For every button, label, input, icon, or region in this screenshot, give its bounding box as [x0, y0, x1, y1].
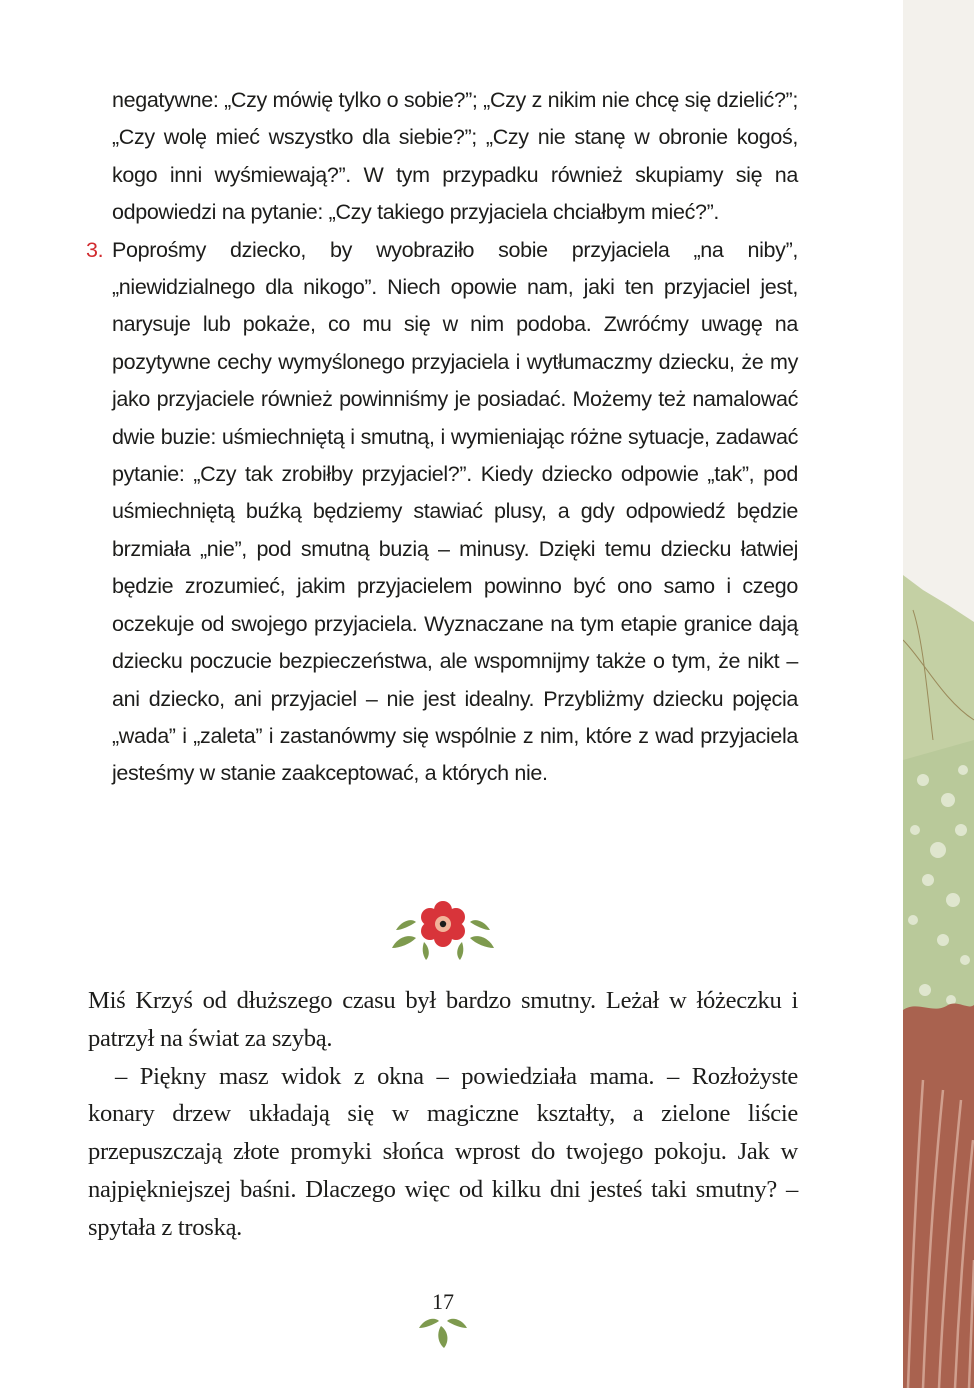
- story-paragraph: – Piękny masz widok z okna – powiedziała mama. – Rozłożyste konary drzew układają się w magiczne kształty, a zielone liście przepuszczają złote promyki słońca wprost do twojego pokoju. Jak w najpiękniejszej baśni. Dlaczego więc od kilku dni jesteś taki smutny? – spytała z troską.: [88, 1062, 798, 1241]
- decorative-illustration-strip: [903, 0, 974, 1388]
- guide-continuation: negatywne: „Czy mówię tylko o sobie?”; „Czy z nikim nie chcę się dzielić?”; „Czy wolę mieć wszystko dla siebie?”; „Czy nie stanę w obronie kogoś, kogo inni wyśmiewają?”. W tym przypadku również skupiamy się na odpowiedzi na pytanie: „Czy takiego przyjaciela chciałbym mieć?”.: [112, 88, 798, 225]
- story-paragraph: Miś Krzyś od dłuższego czasu był bardzo smutny. Leżał w łóżeczku i patrzył na świat za szybą.: [88, 987, 798, 1052]
- item-number: 3.: [86, 237, 104, 262]
- item-text: Poprośmy dziecko, by wyobraziło sobie przyjaciela „na niby”, „niewidzialnego dla nikogo”. Niech opowie nam, jaki ten przyjaciel jest, narysuje lub pokaże, co mu się w nim podoba. Zwróćmy uwagę na pozytywne cechy wymyślonego przyjaciela i wytłumaczmy dziecku, że my jako przyjaciele również powinniśmy je posiadać. Możemy też namalować dwie buzie: uśmiechniętą i smutną, i wymieniając różne sytuacje, zadawać pytanie: „Czy tak zrobiłby przyjaciel?”. Kiedy dziecko odpowie „tak”, pod uśmiechniętą buźką będziemy stawiać plusy, a gdy odpowiedź będzie brzmiała „nie”, pod smutną buzią – minusy. Dzięki temu dziecku łatwiej będzie zrozumieć, jakim przyjacielem powinno być ono samo i czego oczekuje od swojego przyjaciela. Wyznaczane na tym etapie granice dają dziecku poczucie bezpieczeństwa, ale wspomnijmy także o tym, że nikt – ani dziecko, ani przyjaciel – nie jest idealny. Przybliżmy dziecku pojęcia „wada” i „zaleta” i zastanówmy się wspólnie z nim, które z wad przyjaciela jesteśmy w stanie zaakceptować, a których nie.: [112, 237, 798, 786]
- guide-item-3: [86, 232, 798, 793]
- leaf-icon: [396, 920, 416, 930]
- leaf-icon: [470, 936, 494, 948]
- page-number: 17: [432, 1289, 454, 1314]
- leaf-icon: [392, 936, 416, 948]
- leaves-icon: [417, 1314, 469, 1348]
- leaf-icon: [470, 920, 490, 930]
- flower-ornament-icon: [388, 900, 498, 960]
- story-text: [88, 982, 798, 1247]
- guide-text: [86, 82, 798, 793]
- leaf-icon: [423, 942, 429, 960]
- leaf-icon: [457, 942, 463, 960]
